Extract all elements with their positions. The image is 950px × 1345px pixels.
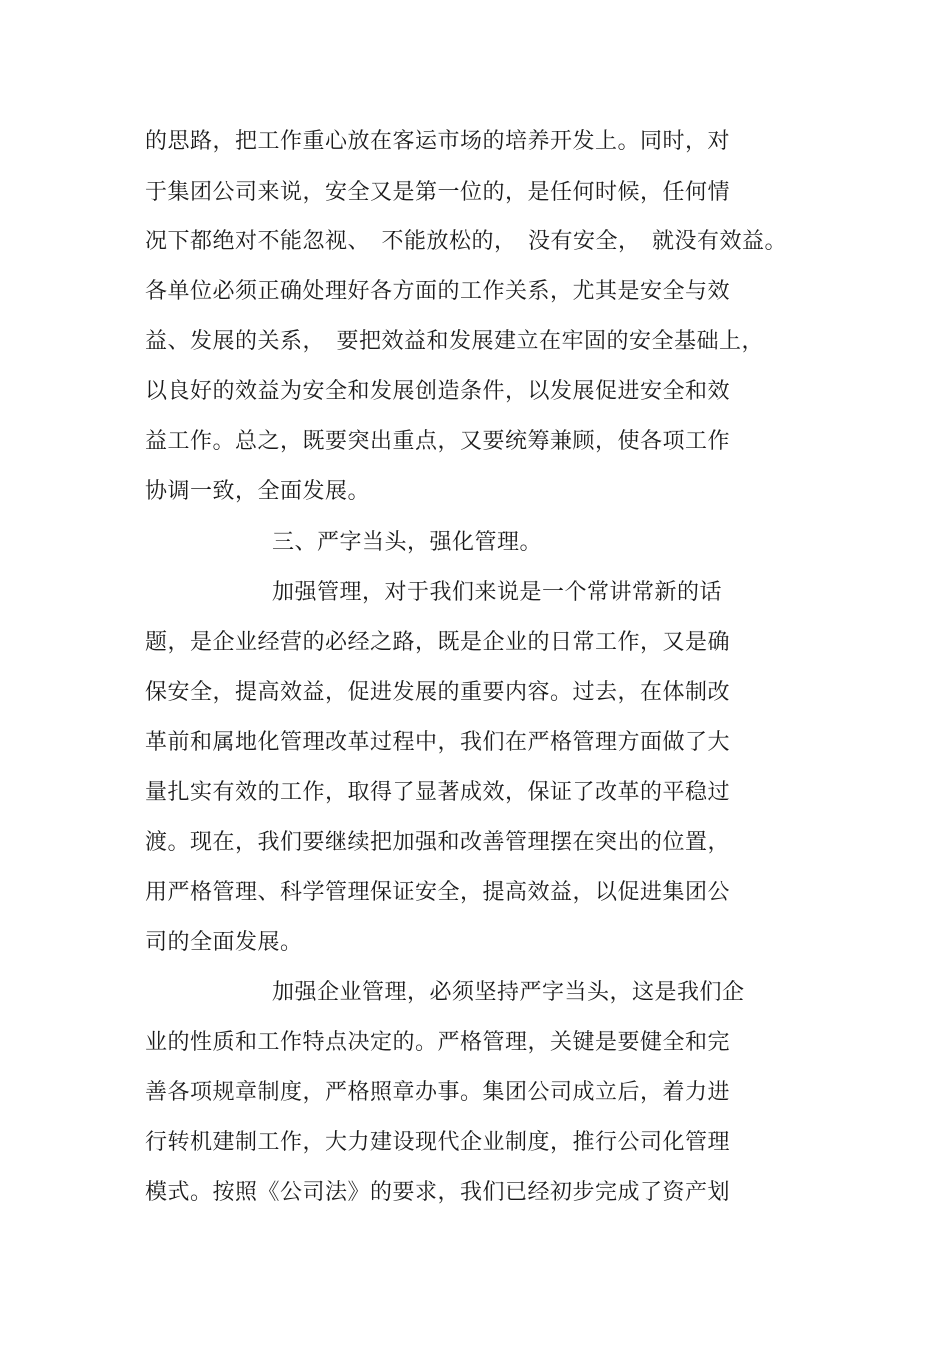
section-heading: 三、严字当头，强化管理。 bbox=[272, 530, 543, 555]
text-line: 保安全，提高效益，促进发展的重要内容。过去，在体制改 bbox=[145, 680, 731, 705]
text-line: 于集团公司来说，安全又是第一位的，是任何时候，任何情 bbox=[145, 180, 731, 205]
text-line: 的思路，把工作重心放在客运市场的培养开发上。同时，对 bbox=[145, 129, 731, 154]
text-line: 司的全面发展。 bbox=[145, 930, 303, 955]
text-line: 渡。现在，我们要继续把加强和改善管理摆在突出的位置， bbox=[145, 830, 731, 855]
text-line: 善各项规章制度，严格照章办事。集团公司成立后，着力进 bbox=[145, 1080, 731, 1105]
text-line: 各单位必须正确处理好各方面的工作关系，尤其是安全与效 bbox=[145, 279, 731, 304]
text-line: 用严格管理、科学管理保证安全，提高效益，以促进集团公 bbox=[145, 880, 731, 905]
text-line: 协调一致，全面发展。 bbox=[145, 479, 371, 504]
text-line: 加强企业管理，必须坚持严字当头，这是我们企 bbox=[272, 980, 745, 1005]
text-line: 业的性质和工作特点决定的。严格管理，关键是要健全和完 bbox=[145, 1030, 731, 1055]
text-line: 题，是企业经营的必经之路，既是企业的日常工作，又是确 bbox=[145, 630, 731, 655]
text-line: 以良好的效益为安全和发展创造条件，以发展促进安全和效 bbox=[145, 379, 731, 404]
text-line: 况下都绝对不能忽视、 不能放松的， 没有安全， 就没有效益。 bbox=[145, 229, 788, 254]
text-line: 模式。按照《公司法》的要求，我们已经初步完成了资产划 bbox=[145, 1180, 731, 1205]
text-line: 革前和属地化管理改革过程中，我们在严格管理方面做了大 bbox=[145, 730, 731, 755]
text-line: 益工作。总之，既要突出重点，又要统筹兼顾，使各项工作 bbox=[145, 429, 731, 454]
text-line: 量扎实有效的工作，取得了显著成效，保证了改革的平稳过 bbox=[145, 780, 731, 805]
text-line: 益、发展的关系， 要把效益和发展建立在牢固的安全基础上， bbox=[145, 329, 765, 354]
text-line: 加强管理，对于我们来说是一个常讲常新的话 bbox=[272, 580, 723, 605]
text-line: 行转机建制工作，大力建设现代企业制度，推行公司化管理 bbox=[145, 1130, 731, 1155]
